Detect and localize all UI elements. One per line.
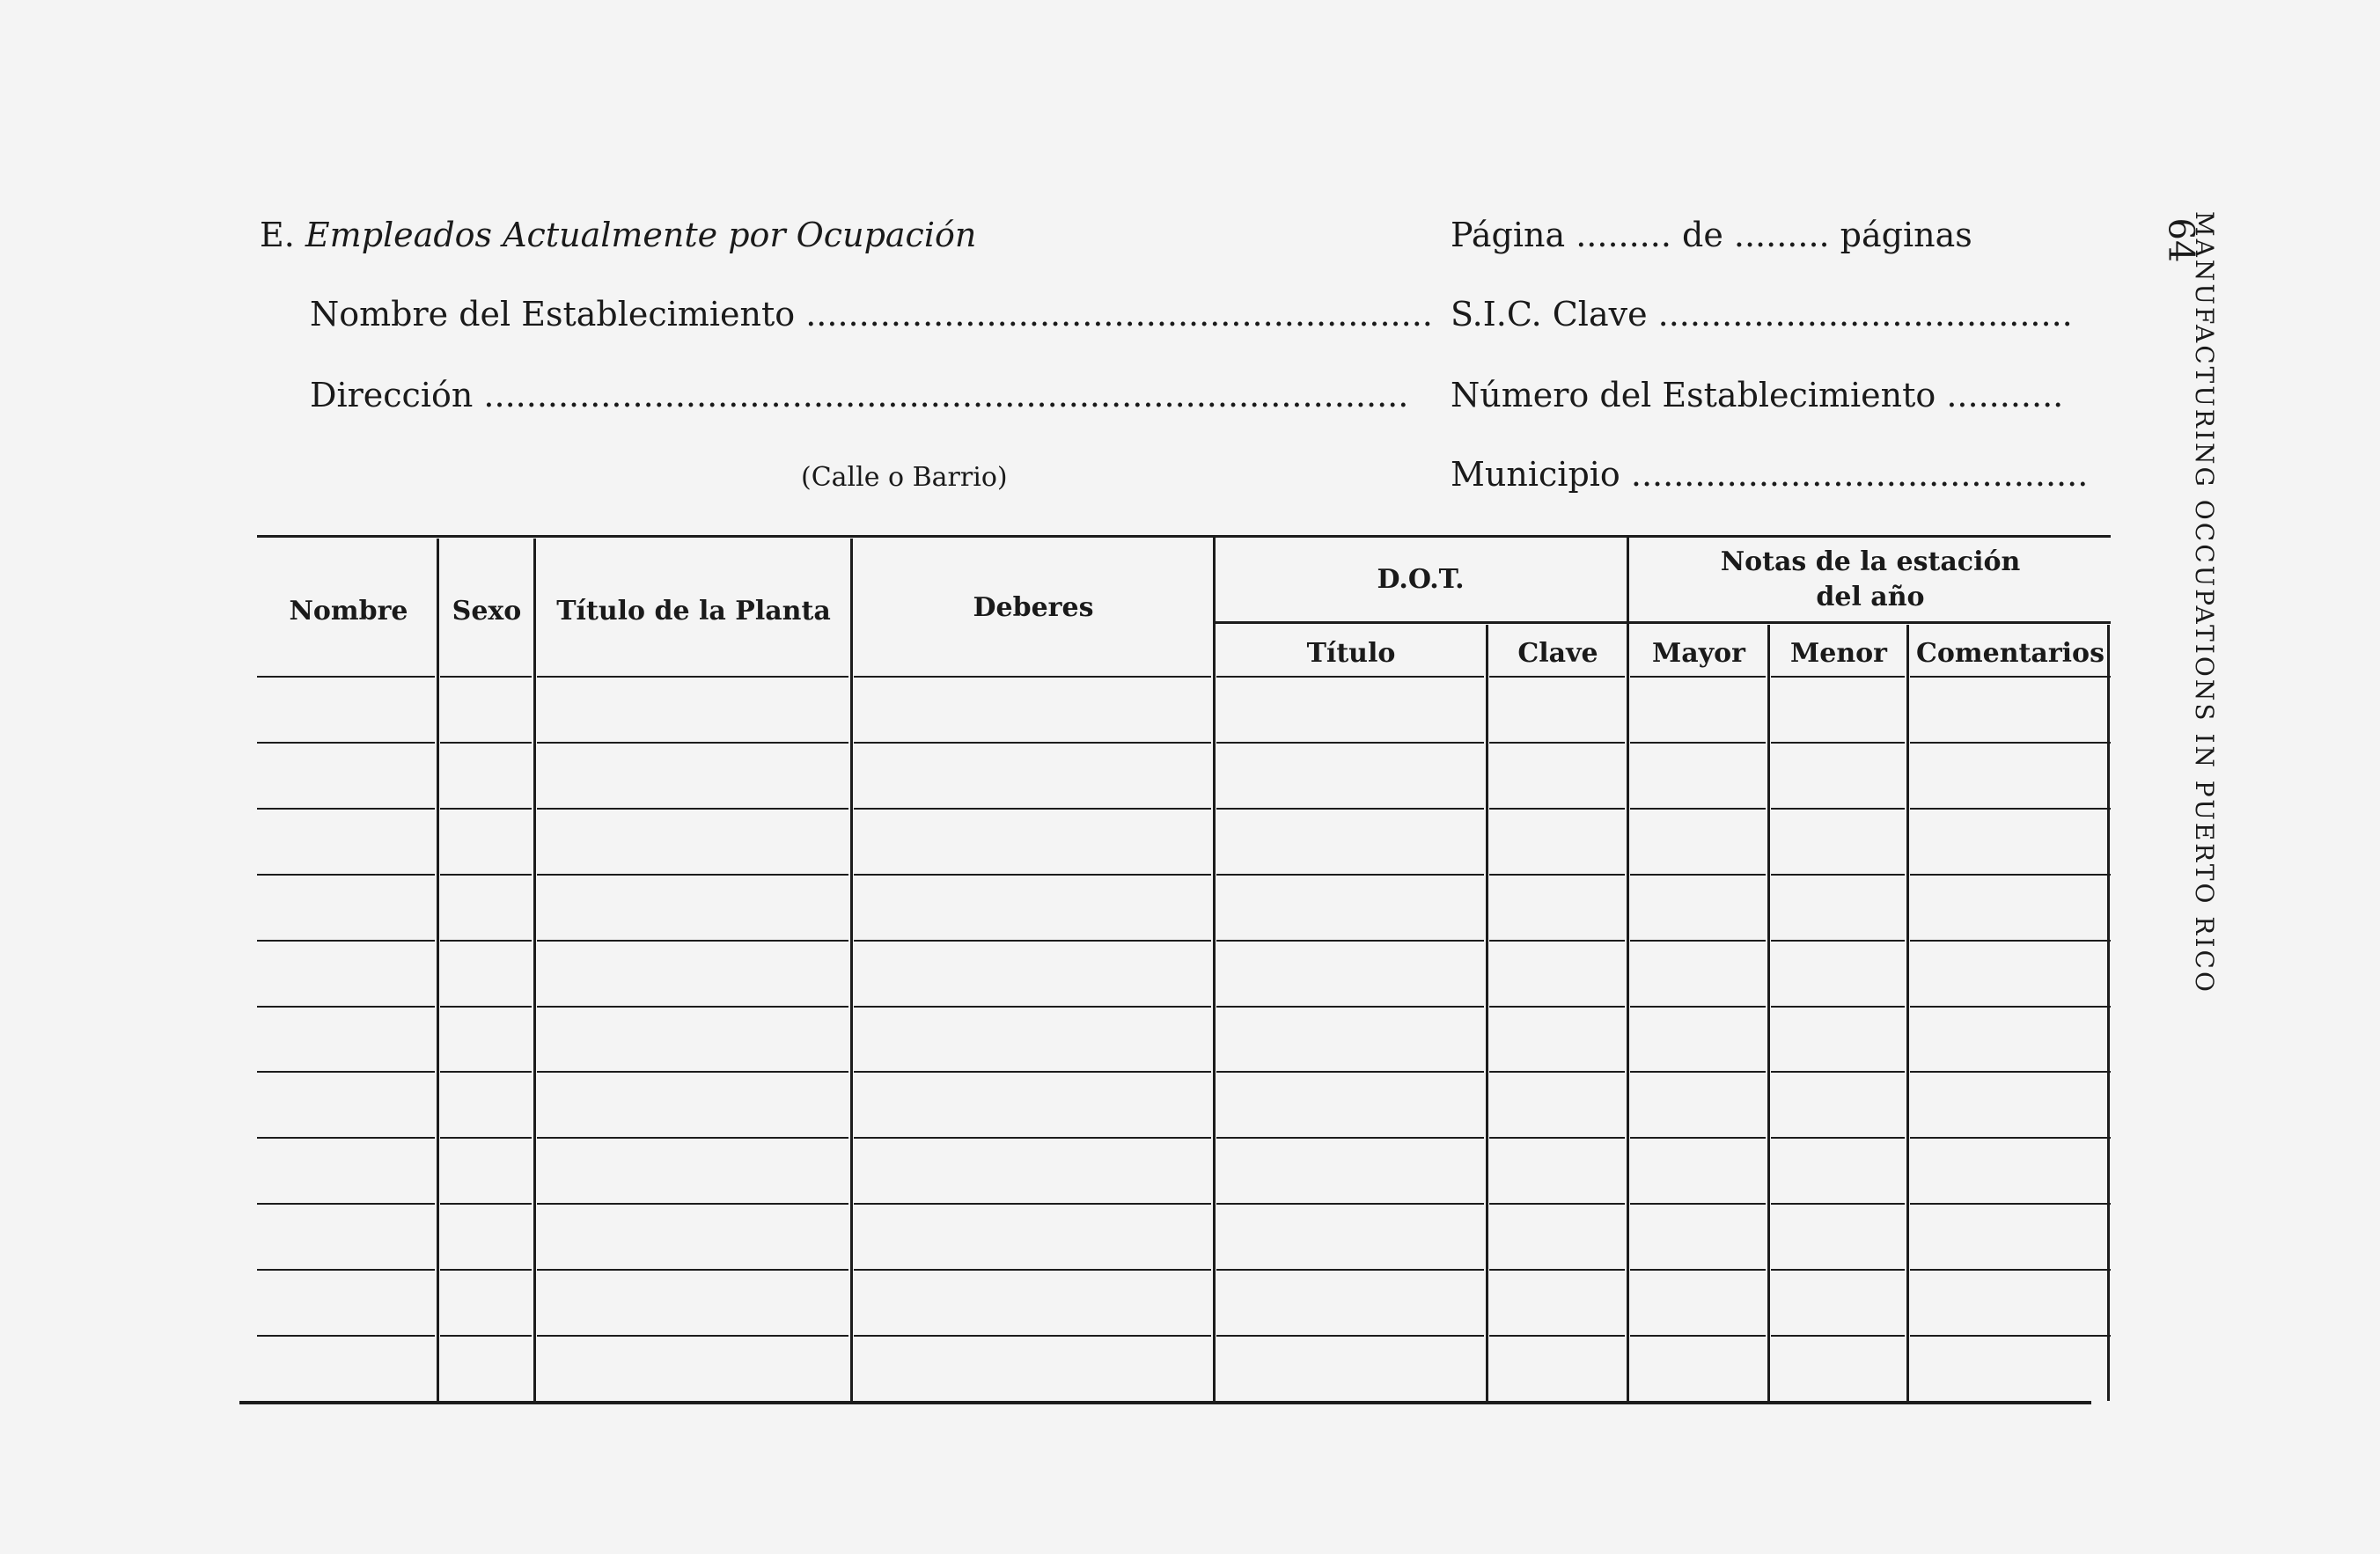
address-field[interactable]: Dirección ....................................................................................... (310, 376, 1409, 414)
header-notas-line2: del año (1816, 582, 1925, 612)
row-rule (1910, 676, 2111, 678)
row-rule (537, 1203, 848, 1205)
row-rule (1489, 676, 1625, 678)
row-rule (1216, 1203, 1484, 1205)
row-rule (1216, 1137, 1484, 1139)
row-rule (1489, 874, 1625, 876)
row-rule (1630, 874, 1766, 876)
section-letter: E. (260, 216, 295, 254)
row-rule (854, 940, 1211, 942)
row-rule (1910, 808, 2111, 810)
header-mayor: Mayor (1652, 638, 1745, 669)
row-rule (1630, 808, 1766, 810)
row-rule (1910, 1335, 2111, 1337)
table-top-rule (257, 535, 2111, 538)
col-divider (533, 539, 536, 1401)
row-rule (1489, 808, 1625, 810)
establishment-name-field[interactable]: Nombre del Establecimiento ........................................................... (310, 295, 1433, 334)
row-rule (1489, 1203, 1625, 1205)
col-divider (1486, 625, 1488, 1401)
row-rule (1910, 1203, 2111, 1205)
page-number: 64 (2160, 217, 2201, 263)
col-divider (437, 539, 439, 1401)
row-rule (1216, 874, 1484, 876)
row-rule (854, 1006, 1211, 1008)
header-notas-line1: Notas de la estación (1720, 546, 2021, 577)
row-rule (257, 1137, 435, 1139)
row-rule (537, 1137, 848, 1139)
row-rule (1489, 1269, 1625, 1271)
header-dot-clave: Clave (1517, 638, 1598, 669)
row-rule (1216, 676, 1484, 678)
row-rule (1910, 874, 2111, 876)
row-rule (1771, 1335, 1905, 1337)
header-menor: Menor (1790, 638, 1887, 669)
row-rule (1771, 1203, 1905, 1205)
row-rule (854, 1203, 1211, 1205)
row-rule (1216, 1335, 1484, 1337)
row-rule (257, 742, 435, 744)
address-hint: (Calle o Barrio) (801, 462, 1008, 493)
row-rule (1771, 1137, 1905, 1139)
row-rule (1216, 940, 1484, 942)
row-rule (854, 874, 1211, 876)
header-sexo: Sexo (452, 596, 522, 627)
row-rule (537, 1335, 848, 1337)
row-rule (1630, 1071, 1766, 1073)
row-rule (537, 1006, 848, 1008)
col-divider (850, 539, 853, 1401)
col-divider (1213, 535, 1216, 1401)
row-rule (1910, 1071, 2111, 1073)
row-rule (440, 940, 532, 942)
row-rule (257, 1335, 435, 1337)
sic-code-field[interactable]: S.I.C. Clave ....................................... (1451, 295, 2073, 334)
section-heading (260, 218, 976, 252)
row-rule (1489, 940, 1625, 942)
row-rule (1771, 808, 1905, 810)
row-rule (440, 1335, 532, 1337)
establishment-number-field[interactable]: Número del Establecimiento ........... (1451, 376, 2064, 414)
row-rule (257, 676, 435, 678)
subheader-rule (1215, 621, 2111, 624)
row-rule (257, 874, 435, 876)
row-rule (1630, 940, 1766, 942)
row-rule (1489, 1006, 1625, 1008)
row-rule (537, 742, 848, 744)
row-rule (257, 1269, 435, 1271)
row-rule (257, 808, 435, 810)
row-rule (257, 940, 435, 942)
row-rule (1630, 1269, 1766, 1271)
row-rule (537, 940, 848, 942)
row-rule (440, 1006, 532, 1008)
row-rule (854, 1137, 1211, 1139)
header-dot: D.O.T. (1377, 564, 1465, 595)
row-rule (1771, 1269, 1905, 1271)
row-rule (537, 676, 848, 678)
row-rule (1771, 1071, 1905, 1073)
row-rule (537, 1269, 848, 1271)
header-comentarios: Comentarios (1916, 638, 2105, 669)
row-rule (854, 1071, 1211, 1073)
row-rule (440, 1203, 532, 1205)
col-divider (1767, 625, 1770, 1401)
row-rule (1489, 1137, 1625, 1139)
row-rule (1216, 742, 1484, 744)
row-rule (440, 742, 532, 744)
header-dot-titulo: Título (1306, 638, 1396, 669)
col-divider (1627, 535, 1629, 1401)
row-rule (537, 1071, 848, 1073)
row-rule (440, 1269, 532, 1271)
header-nombre: Nombre (289, 596, 408, 627)
row-rule (854, 742, 1211, 744)
row-rule (1910, 940, 2111, 942)
table-bottom-rule (239, 1401, 2091, 1404)
row-rule (1910, 742, 2111, 744)
header-deberes: Deberes (973, 592, 1094, 623)
row-rule (440, 1137, 532, 1139)
row-rule (440, 808, 532, 810)
row-rule (1489, 742, 1625, 744)
row-rule (1630, 676, 1766, 678)
row-rule (440, 1071, 532, 1073)
col-divider (1906, 625, 1909, 1401)
section-title: Empleados Actualmente por Ocupación (305, 216, 977, 254)
row-rule (1771, 676, 1905, 678)
row-rule (440, 676, 532, 678)
row-rule (257, 1071, 435, 1073)
row-rule (537, 874, 848, 876)
row-rule (1630, 1335, 1766, 1337)
row-rule (1216, 808, 1484, 810)
row-rule (1910, 1137, 2111, 1139)
row-rule (1771, 874, 1905, 876)
row-rule (1216, 1269, 1484, 1271)
row-rule (1489, 1335, 1625, 1337)
running-title: MANUFACTURING OCCUPATIONS IN PUERTO RICO (2190, 211, 2219, 994)
row-rule (257, 1006, 435, 1008)
header-titulo-planta: Título de la Planta (556, 596, 831, 627)
row-rule (537, 808, 848, 810)
row-rule (1771, 742, 1905, 744)
row-rule (854, 1269, 1211, 1271)
row-rule (1630, 1203, 1766, 1205)
page-count-field[interactable]: Página ......... de ......... páginas (1451, 216, 1972, 254)
municipality-field[interactable]: Municipio ........................................... (1451, 455, 2089, 494)
row-rule (1910, 1006, 2111, 1008)
row-rule (854, 808, 1211, 810)
row-rule (1771, 1006, 1905, 1008)
row-rule (1630, 742, 1766, 744)
row-rule (1630, 1137, 1766, 1139)
row-rule (1216, 1071, 1484, 1073)
row-rule (1489, 1071, 1625, 1073)
row-rule (440, 874, 532, 876)
row-rule (854, 676, 1211, 678)
row-rule (257, 1203, 435, 1205)
row-rule (1771, 940, 1905, 942)
row-rule (1216, 1006, 1484, 1008)
row-rule (1910, 1269, 2111, 1271)
row-rule (854, 1335, 1211, 1337)
row-rule (1630, 1006, 1766, 1008)
